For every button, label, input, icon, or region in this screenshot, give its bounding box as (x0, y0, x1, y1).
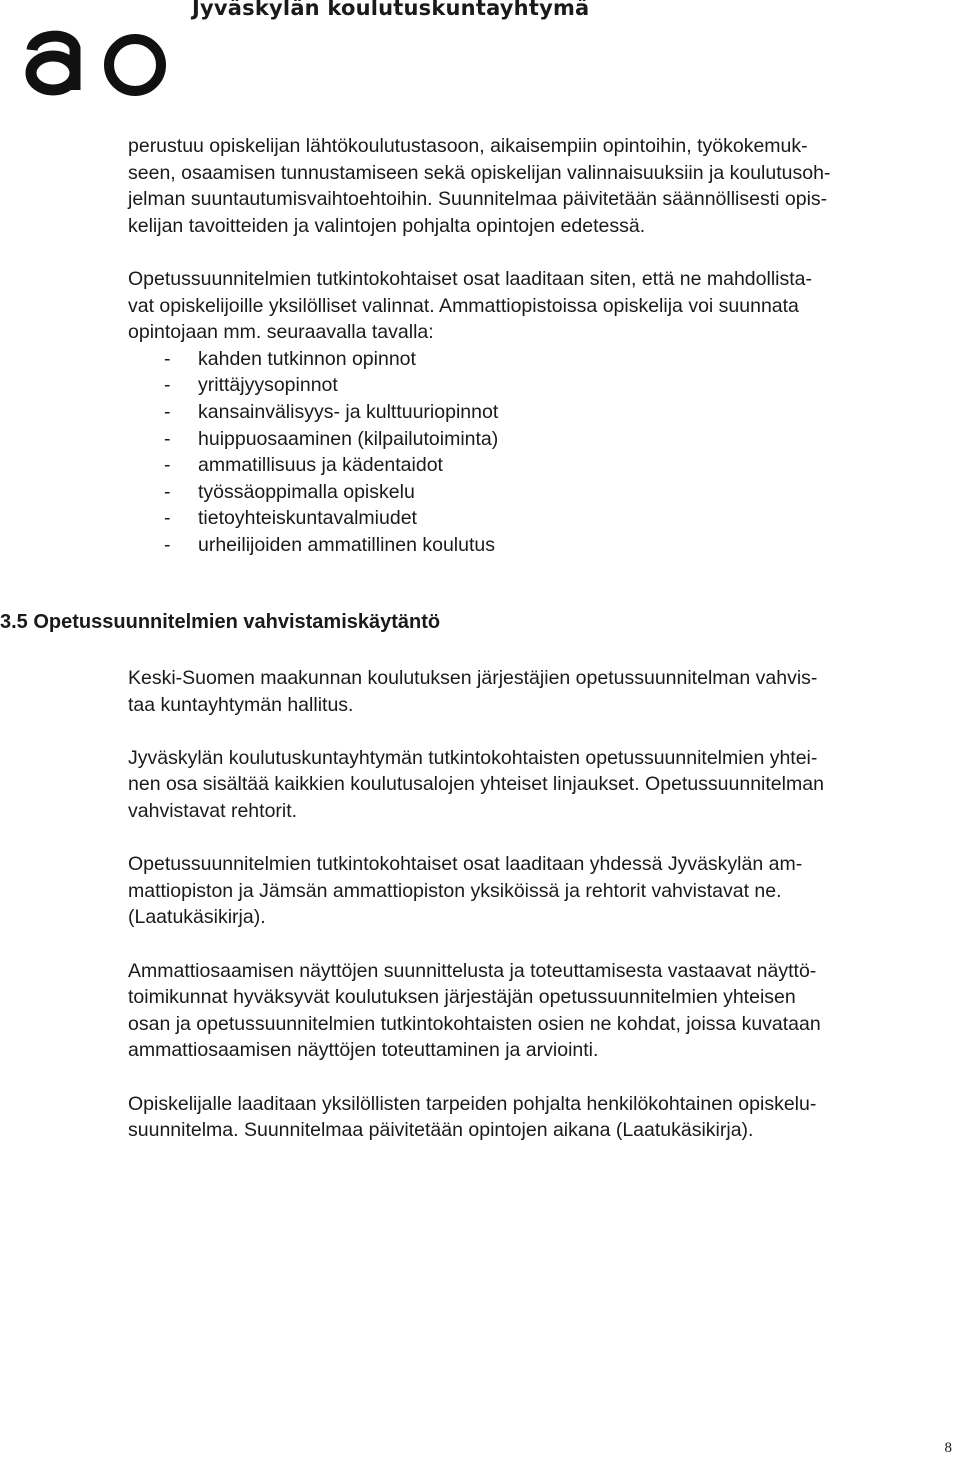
text-line: suunnitelma. Suunnitelmaa päivitetään opintojen aikana (Laatukäsikirja). (128, 1119, 754, 1142)
body-text (128, 133, 943, 559)
text-line: seen, osaamisen tunnustamiseen sekä opiskelijan valinnaisuuksiin ja koulutusoh- (128, 161, 831, 184)
study-options-list (128, 346, 943, 559)
list-item: - huippuosaaminen (kilpailutoiminta) (128, 426, 943, 453)
list-dash: - (164, 347, 171, 370)
section-heading: 3.5 Opetussuunnitelmien vahvistamiskäytäntö (0, 611, 441, 633)
section-paragraph (128, 851, 943, 931)
organization-name: Jyväskylän koulutuskuntayhtymä (192, 0, 590, 20)
list-item: - kansainvälisyys- ja kulttuuriopinnot (128, 399, 943, 426)
list-item: - tietoyhteiskuntavalmiudet (128, 505, 943, 532)
text-line: vahvistavat rehtorit. (128, 799, 298, 822)
list-item: - yrittäjyysopinnot (128, 372, 943, 399)
section-paragraph (128, 1091, 943, 1144)
text-line: ammattiosaamisen näyttöjen toteuttaminen ja arviointi. (128, 1039, 599, 1062)
list-dash: - (164, 400, 171, 423)
text-line: Jyväskylän koulutuskuntayhtymän tutkintokohtaisten opetussuunnitelmien yhtei- (128, 746, 818, 769)
text-line: Ammattiosaamisen näyttöjen suunnittelusta ja toteuttamisesta vastaavat näyttö- (128, 959, 817, 982)
text-line: Opiskelijalle laaditaan yksilöllisten tarpeiden pohjalta henkilökohtainen opiskelu- (128, 1092, 817, 1115)
list-item: - urheilijoiden ammatillinen koulutus (128, 532, 943, 559)
text-line: taa kuntayhtymän hallitus. (128, 693, 354, 716)
text-line: Opetussuunnitelmien tutkintokohtaiset osat laaditaan yhdessä Jyväskylän am- (128, 853, 803, 876)
list-item: - kahden tutkinnon opinnot (128, 346, 943, 373)
list-dash: - (164, 427, 171, 450)
text-line: jelman suuntautumisvaihtoehtoihin. Suunnitelmaa päivitetään säännöllisesti opis- (128, 188, 828, 211)
list-dash: - (164, 507, 171, 530)
text-line: (Laatukäsikirja). (128, 906, 266, 929)
text-line: toimikunnat hyväksyvät koulutuksen järjestäjän opetussuunnitelmien yhteisen (128, 986, 796, 1009)
text-line: osan ja opetussuunnitelmien tutkintokohtaisten osien ne kohdat, joissa kuvataan (128, 1012, 821, 1035)
text-line: vat opiskelijoille yksilölliset valinnat. Ammattiopistoissa opiskelija voi suunnata (128, 294, 799, 317)
text-line: Opetussuunnitelmien tutkintokohtaiset osat laaditaan siten, että ne mahdollista- (128, 267, 812, 290)
list-item: - työssäoppimalla opiskelu (128, 479, 943, 506)
section-paragraph (128, 665, 943, 718)
options-paragraph (128, 266, 943, 346)
list-item: - ammatillisuus ja kädentaidot (128, 452, 943, 479)
list-dash: - (164, 454, 171, 477)
list-dash: - (164, 374, 171, 397)
text-line: nen osa sisältää kaikkien koulutusalojen yhteiset linjaukset. Opetussuunnitelman (128, 773, 824, 796)
text-line: opintojaan mm. seuraavalla tavalla: (128, 321, 434, 344)
text-line: Keski-Suomen maakunnan koulutuksen järjestäjien opetussuunnitelman vahvis- (128, 667, 818, 689)
text-line: mattiopiston ja Jämsän ammattiopiston yksiköissä ja rehtorit vahvistavat ne. (128, 879, 782, 902)
section-paragraph (128, 745, 943, 825)
list-dash: - (164, 480, 171, 503)
page-number: 8 (944, 1440, 952, 1456)
text-line: perustuu opiskelijan lähtökoulutustasoon, aikaisempiin opintoihin, työkokemuk- (128, 135, 808, 157)
section-paragraph (128, 958, 943, 1064)
section-body (128, 665, 943, 1170)
list-dash: - (164, 533, 171, 556)
intro-paragraph (128, 133, 943, 239)
text-line: kelijan tavoitteiden ja valintojen pohjalta opintojen edetessä. (128, 214, 646, 237)
ao-logo (20, 20, 170, 98)
